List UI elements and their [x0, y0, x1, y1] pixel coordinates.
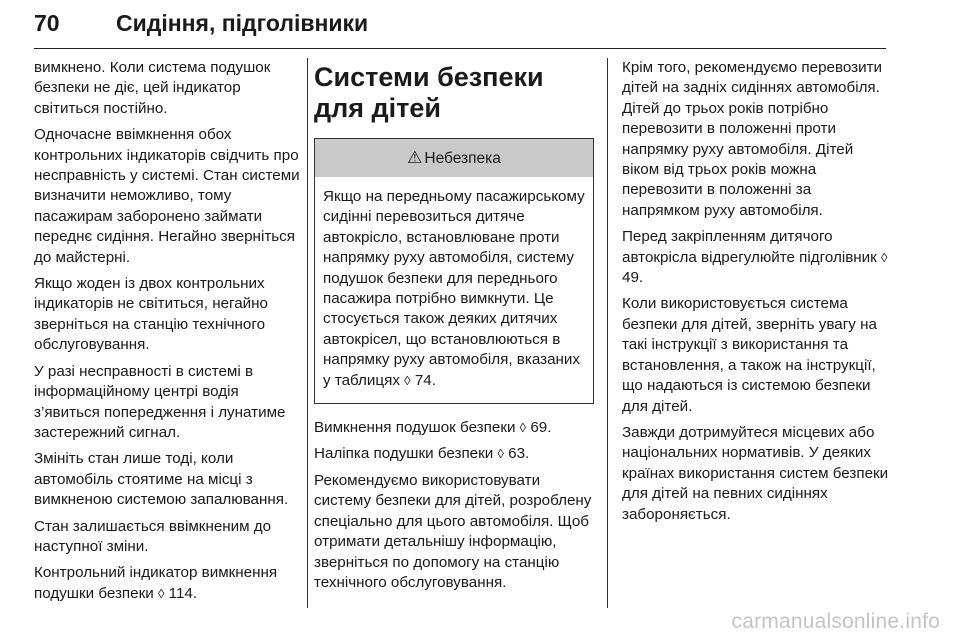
page-number: 70 [34, 10, 60, 36]
page-reference-link[interactable]: 114. [168, 584, 198, 602]
chapter-title: Сидіння, підголівники [116, 10, 369, 36]
watermark: carmanualsonline.info [731, 610, 940, 633]
danger-notice [314, 138, 594, 404]
column-divider-2 [607, 58, 608, 608]
reference-text: Вимкнення подушок безпеки [314, 419, 520, 437]
reference-text: Наліпка подушки безпеки [314, 445, 498, 463]
reference-arrow-icon: ◊ [497, 446, 504, 462]
paragraph: Коли використовується система безпеки для дітей, зверніть увагу на такі інструкції з використання та встановлення, а також на інструкції, що надаються із системою безпеки для дітей. [622, 295, 877, 415]
reference-line [314, 418, 594, 438]
reference-arrow-icon: ◊ [881, 249, 888, 265]
page-reference-link[interactable]: 69. [530, 419, 552, 437]
paragraph-text: Перед закріпленням дитячого автокрісла відрегулюйте підголівник [622, 228, 882, 266]
warning-triangle-icon: ⚠ [407, 148, 423, 167]
column-3 [622, 58, 892, 531]
paragraph-with-reference [34, 563, 300, 604]
column-2 [314, 58, 594, 599]
paragraph: У разі несправності в системі в інформаційному центрі водія з’явиться попередження і лунатиме застережний сигнал. [34, 362, 286, 441]
column-1 [34, 58, 300, 610]
paragraph-with-reference [622, 227, 892, 288]
page-reference-link[interactable]: 74. [414, 371, 436, 389]
page-reference-link[interactable]: 49. [622, 269, 644, 287]
danger-header [315, 139, 593, 177]
reference-arrow-icon: ◊ [157, 585, 165, 601]
column-divider-1 [307, 58, 308, 608]
header-divider [34, 48, 886, 49]
danger-body [315, 177, 593, 403]
page-header [34, 6, 886, 46]
paragraph: Крім того, рекомендуємо перевозити дітей на задніх сидіннях автомобіля. Дітей до трьох років потрібно перевозити в положенні проти напрямку руху автомобіля. Дітей віком від трьох років можна перевозити в положенні за напрямком руху автомобіля. [622, 59, 883, 219]
paragraph: Одночасне ввімкнення обох контрольних індикаторів свідчить про несправність у системі. Стан системи визначити неможливо, тому пасажирам заборонено займати переднє сидіння. Негайно зверніться до майстерні. [34, 126, 300, 266]
paragraph: Стан залишається ввімкненим до наступної зміни. [34, 517, 272, 555]
danger-title: Небезпека [424, 150, 501, 167]
paragraph: Завжди дотримуйтеся місцевих або національних нормативів. У деяких країнах використання систем безпеки для дітей на певних сидіннях забороняється. [622, 423, 889, 523]
section-title: Системи безпеки для дітей [314, 62, 544, 123]
paragraph: Змініть стан лише тоді, коли автомобіль стоятиме на місці з вимкненою системою запалювання. [34, 450, 289, 509]
reference-arrow-icon: ◊ [519, 420, 527, 436]
reference-arrow-icon: ◊ [404, 372, 411, 388]
paragraph: Якщо жоден із двох контрольних індикаторів не світиться, негайно зверніться на станцію технічного обслуговування. [34, 275, 268, 354]
danger-text: Якщо на передньому пасажирському сидінні перевозиться дитяче автокрісло, встановлюване проти напрямку руху автомобіля, систему подушок безпеки для переднього пасажира потрібно вимкнути. Це стосується також деяких дитячих автокрісел, що встановлюються в напрямку руху автомобіля, вказаних у таблицях [323, 188, 585, 389]
reference-line [314, 444, 594, 464]
page-reference-link[interactable]: 63. [508, 445, 530, 463]
paragraph: Рекомендуємо використовувати систему безпеки для дітей, розроблену спеціально для цього автомобіля. Щоб отримати детальнішу інформацію, зверніться по допомогу на станцію технічного обслуговування. [314, 471, 592, 591]
paragraph-text: Контрольний індикатор вимкнення подушки безпеки [34, 564, 278, 602]
paragraph: вимкнено. Коли система подушок безпеки не діє, цей індикатор світиться постійно. [34, 59, 271, 117]
